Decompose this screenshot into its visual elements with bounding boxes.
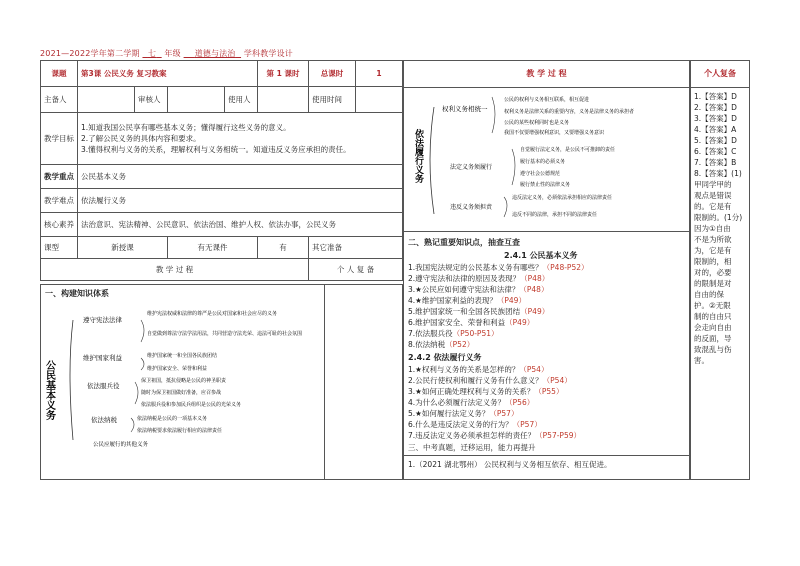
question-text: 4.★维护国家利益的表现？ xyxy=(408,296,497,305)
page-ref: （P48） xyxy=(520,274,550,283)
answer-line: 会走向自由 xyxy=(694,323,732,332)
mindmap-mid xyxy=(404,89,689,229)
mindmap-root: 公民基本义务 xyxy=(43,360,55,420)
answer-list xyxy=(694,91,742,366)
mindmap-node: 自觉履行法定义务，是公民不可推卸的责任 xyxy=(520,147,616,153)
answer-line: 自由的保 xyxy=(694,290,724,299)
page-ref: （P50-P51） xyxy=(452,329,499,338)
question-item xyxy=(408,364,581,375)
total-value: 1 xyxy=(356,61,403,87)
doc-header xyxy=(40,48,293,59)
other-label: 其它准备 xyxy=(309,237,403,259)
question-list-1 xyxy=(408,262,589,350)
answer-line: 1.【答案】D xyxy=(694,92,737,101)
question-item xyxy=(408,386,581,397)
courseware-value: 有 xyxy=(258,237,309,259)
section2-heading: 二、熟记重要知识点，抽查互查 xyxy=(408,238,520,247)
mindmap-node: 公民的某些权利同时也是义务 xyxy=(504,120,570,126)
left-body xyxy=(40,284,403,480)
question-text: 5.★如何履行法定义务？ xyxy=(408,409,490,418)
page-ref: （P57） xyxy=(512,420,542,429)
branch-4: 依法纳税 xyxy=(91,416,117,424)
total-label: 总课时 xyxy=(309,61,356,87)
question-item xyxy=(408,419,581,430)
section1-heading: 一、构建知识体系 xyxy=(45,289,109,298)
question-text: 4.为什么必须履行法定义务？ xyxy=(408,398,506,407)
mindmap-left xyxy=(43,300,323,480)
process-title: 教 学 过 程 xyxy=(41,259,309,281)
lesson-info-table xyxy=(40,60,403,281)
mindmap-node: 依法履行义务 xyxy=(413,129,423,183)
goal-item: 3.懂得权利与义务的关系，理解权利与义务相统一。知道违反义务应承担的责任。 xyxy=(81,145,351,154)
courseware-label: 有无课件 xyxy=(168,237,258,259)
question-item xyxy=(408,339,589,350)
goal-list xyxy=(78,113,403,165)
keti-label: 课题 xyxy=(41,61,78,87)
focus-value: 公民基本义务 xyxy=(78,165,403,189)
answer-line: 因为①自由 xyxy=(694,224,731,233)
question-item xyxy=(408,397,581,408)
answer-line: 的反面，导 xyxy=(694,334,732,343)
question-text: 5.维护国家统一和全国各民族团结 xyxy=(408,307,521,316)
question-text: 3.★如何正确处理权利与义务的关系？ xyxy=(408,387,535,396)
answer-line: 8.【答案】(1) xyxy=(694,169,742,178)
right-column xyxy=(690,60,750,480)
header-grade-suffix: 年级 xyxy=(164,49,181,58)
mindmap-node: 权利义务是法律关系的重要内容，义务是法律义务的承担者 xyxy=(504,109,635,115)
branch-1: 遵守宪法法律 xyxy=(83,316,122,324)
branch-5: 公民应履行的其他义务 xyxy=(93,442,149,448)
difficulty-label: 教学难点 xyxy=(41,189,78,213)
branch-2: 维护国家利益 xyxy=(83,354,122,362)
literacy-value: 法治意识、宪法精神、公民意识、依法治国、维护人权、依法办事，公民义务 xyxy=(78,213,403,237)
b4-leaf: 依法纳税是公民的一项基本义务 xyxy=(137,416,208,422)
header-year: 2021—2022学年第二学期 xyxy=(40,49,140,58)
b1-leaf: 自觉做到尊法守法学法用法，共同营造守法光荣、违法可耻的社会氛围 xyxy=(147,331,303,337)
preparer-label: 主备人 xyxy=(41,87,78,113)
mindmap-node: 违反义务须担责 xyxy=(450,204,493,211)
question-item xyxy=(408,273,589,284)
question-item xyxy=(408,306,589,317)
page-ref: （P48） xyxy=(519,285,549,294)
keti-value: 第3课 公民义务 复习教案 xyxy=(78,61,258,87)
question-item xyxy=(408,328,589,339)
difficulty-value: 依法履行义务 xyxy=(78,189,403,213)
page-ref: （P56） xyxy=(505,398,535,407)
type-label: 课型 xyxy=(41,237,78,259)
answer-line: 不是为所欲 xyxy=(694,235,732,244)
b2-leaf: 维护国家安全、荣誉和利益 xyxy=(147,366,208,372)
answer-line: 的限制是对 xyxy=(694,279,732,288)
answer-line: 限制的。(1分) xyxy=(694,213,743,222)
page-ref: （P57-P59） xyxy=(535,431,581,440)
answer-line: 7.【答案】B xyxy=(694,158,737,167)
middle-column xyxy=(403,60,690,480)
b2-leaf: 维护国家统一和全国各民族团结 xyxy=(147,353,218,359)
focus-label: 教学重点 xyxy=(41,165,78,189)
sub2-heading: 2.4.2 依法履行义务 xyxy=(408,353,482,362)
answer-line: 害。 xyxy=(694,356,709,365)
answer-line: 对的，必要 xyxy=(694,268,732,277)
answer-line: 2.【答案】D xyxy=(694,103,737,112)
question-item xyxy=(408,295,589,306)
question-item xyxy=(408,430,581,441)
b1-leaf: 维护宪法权威和法律的尊严是公民对国家和社会应尽的义务 xyxy=(147,311,278,317)
question-text: 1.我国宪法规定的公民基本义务有哪些？ xyxy=(408,263,543,272)
answer-line: 6.【答案】C xyxy=(694,147,737,156)
page-ref: （P57） xyxy=(489,409,519,418)
question-text: 2.遵守宪法和法律的原因及表现？ xyxy=(408,274,521,283)
answer-line: 限制的，相 xyxy=(694,257,732,266)
sub1-heading: 2.4.1 公民基本义务 xyxy=(504,251,578,260)
answer-line: 3.【答案】D xyxy=(694,114,737,123)
mindmap-node: 我国不仅要增强权利意识，又要增强义务意识 xyxy=(504,130,605,136)
page-ref: （P49） xyxy=(496,296,526,305)
question-text: 3.★公民应如何遵守宪法和法律？ xyxy=(408,285,520,294)
question-text: 7.依法服兵役 xyxy=(408,329,453,338)
b3-leaf: 随时为保卫祖国做好准备，应召参战 xyxy=(141,390,222,396)
b4-leaf: 依法纳税要求依法履行相应的法律责任 xyxy=(137,428,223,434)
header-subject: 道德与法治 xyxy=(194,49,236,58)
page-ref: （P48-P52） xyxy=(542,263,589,272)
answer-line: 护。②无限 xyxy=(694,301,731,310)
answer-line: 甲同学甲的 xyxy=(694,180,732,189)
question-text: 6.什么是违反法定义务的行为？ xyxy=(408,420,513,429)
question-item xyxy=(408,262,589,273)
mindmap-node: 法定义务须履行 xyxy=(450,164,493,171)
page-ref: （P52） xyxy=(445,340,475,349)
question-text: 8.依法纳税 xyxy=(408,340,446,349)
page-ref: （P54） xyxy=(542,376,572,385)
answer-line: 观点是错误 xyxy=(694,191,732,200)
right-title: 个人复备 xyxy=(691,61,749,88)
page-ref: （P54） xyxy=(519,365,549,374)
b3-leaf: 保卫祖国，抵抗侵略是公民的神圣职责 xyxy=(141,378,227,384)
exam-question: 1.（2021 湖北鄂州） 公民权利与义务相互依存、相互促进。 xyxy=(408,460,612,469)
question-text: 1.★权利与义务的关系是怎样的？ xyxy=(408,365,520,374)
mindmap-node: 履行基本的必须义务 xyxy=(520,159,566,165)
question-text: 2.公民行使权利和履行义务有什么意义？ xyxy=(408,376,543,385)
mid-process-title: 教 学 过 程 xyxy=(404,61,689,88)
mindmap-node: 履行禁止性的法律义务 xyxy=(520,182,571,188)
goal-item: 1.知道我国公民享有哪些基本义务；懂得履行这些义务的意义。 xyxy=(81,123,291,132)
question-text: 7.违反法定义务必须承担怎样的责任？ xyxy=(408,431,536,440)
mindmap-node: 违反不同的法律，承担不同的法律责任 xyxy=(512,212,598,218)
header-suffix: 学科教学设计 xyxy=(243,49,294,58)
mindmap-node: 遵守社会公德规范 xyxy=(520,171,561,177)
header-grade: 七 xyxy=(147,49,157,58)
question-item xyxy=(408,375,581,386)
section3-heading: 三、中考真题，迁移运用，能力再提升 xyxy=(408,443,536,452)
mindmap-node: 权利义务相统一 xyxy=(442,105,488,113)
answer-line: 致混乱与伤 xyxy=(694,345,732,354)
question-item xyxy=(408,408,581,419)
branch-3: 依法服兵役 xyxy=(87,382,120,390)
lesson-label: 第 1 课时 xyxy=(258,61,309,87)
use-time-label: 使用时间 xyxy=(309,87,356,113)
question-list-2 xyxy=(408,364,581,441)
reviewer-label: 审核人 xyxy=(135,87,168,113)
answer-line: 的。它是有 xyxy=(694,202,732,211)
personal-title: 个 人 复 备 xyxy=(309,259,403,281)
user-label: 使用人 xyxy=(225,87,258,113)
answer-line: 为，它是有 xyxy=(694,246,732,255)
goal-item: 2.了解公民义务的具体内容和要求。 xyxy=(81,134,201,143)
goal-label: 教学目标 xyxy=(41,113,78,165)
answer-line: 5.【答案】D xyxy=(694,136,737,145)
answer-line: 制的自由只 xyxy=(694,312,732,321)
b3-leaf: 依法服兵役和参加民兵组织是公民的光荣义务 xyxy=(141,402,242,408)
answer-line: 4.【答案】A xyxy=(694,125,737,134)
page-ref: （P55） xyxy=(534,387,564,396)
page-ref: （P49） xyxy=(505,318,535,327)
literacy-label: 核心素养 xyxy=(41,213,78,237)
question-item xyxy=(408,317,589,328)
page-ref: （P49） xyxy=(520,307,550,316)
question-text: 6.维护国家安全、荣誉和利益 xyxy=(408,318,506,327)
mindmap-node: 违反法定义务，必须依法承担相应的法律责任 xyxy=(512,195,613,201)
question-item xyxy=(408,284,589,295)
mindmap-node: 公民的权利与义务相互联系，相互促进 xyxy=(504,97,590,103)
type-value: 新授课 xyxy=(78,237,168,259)
